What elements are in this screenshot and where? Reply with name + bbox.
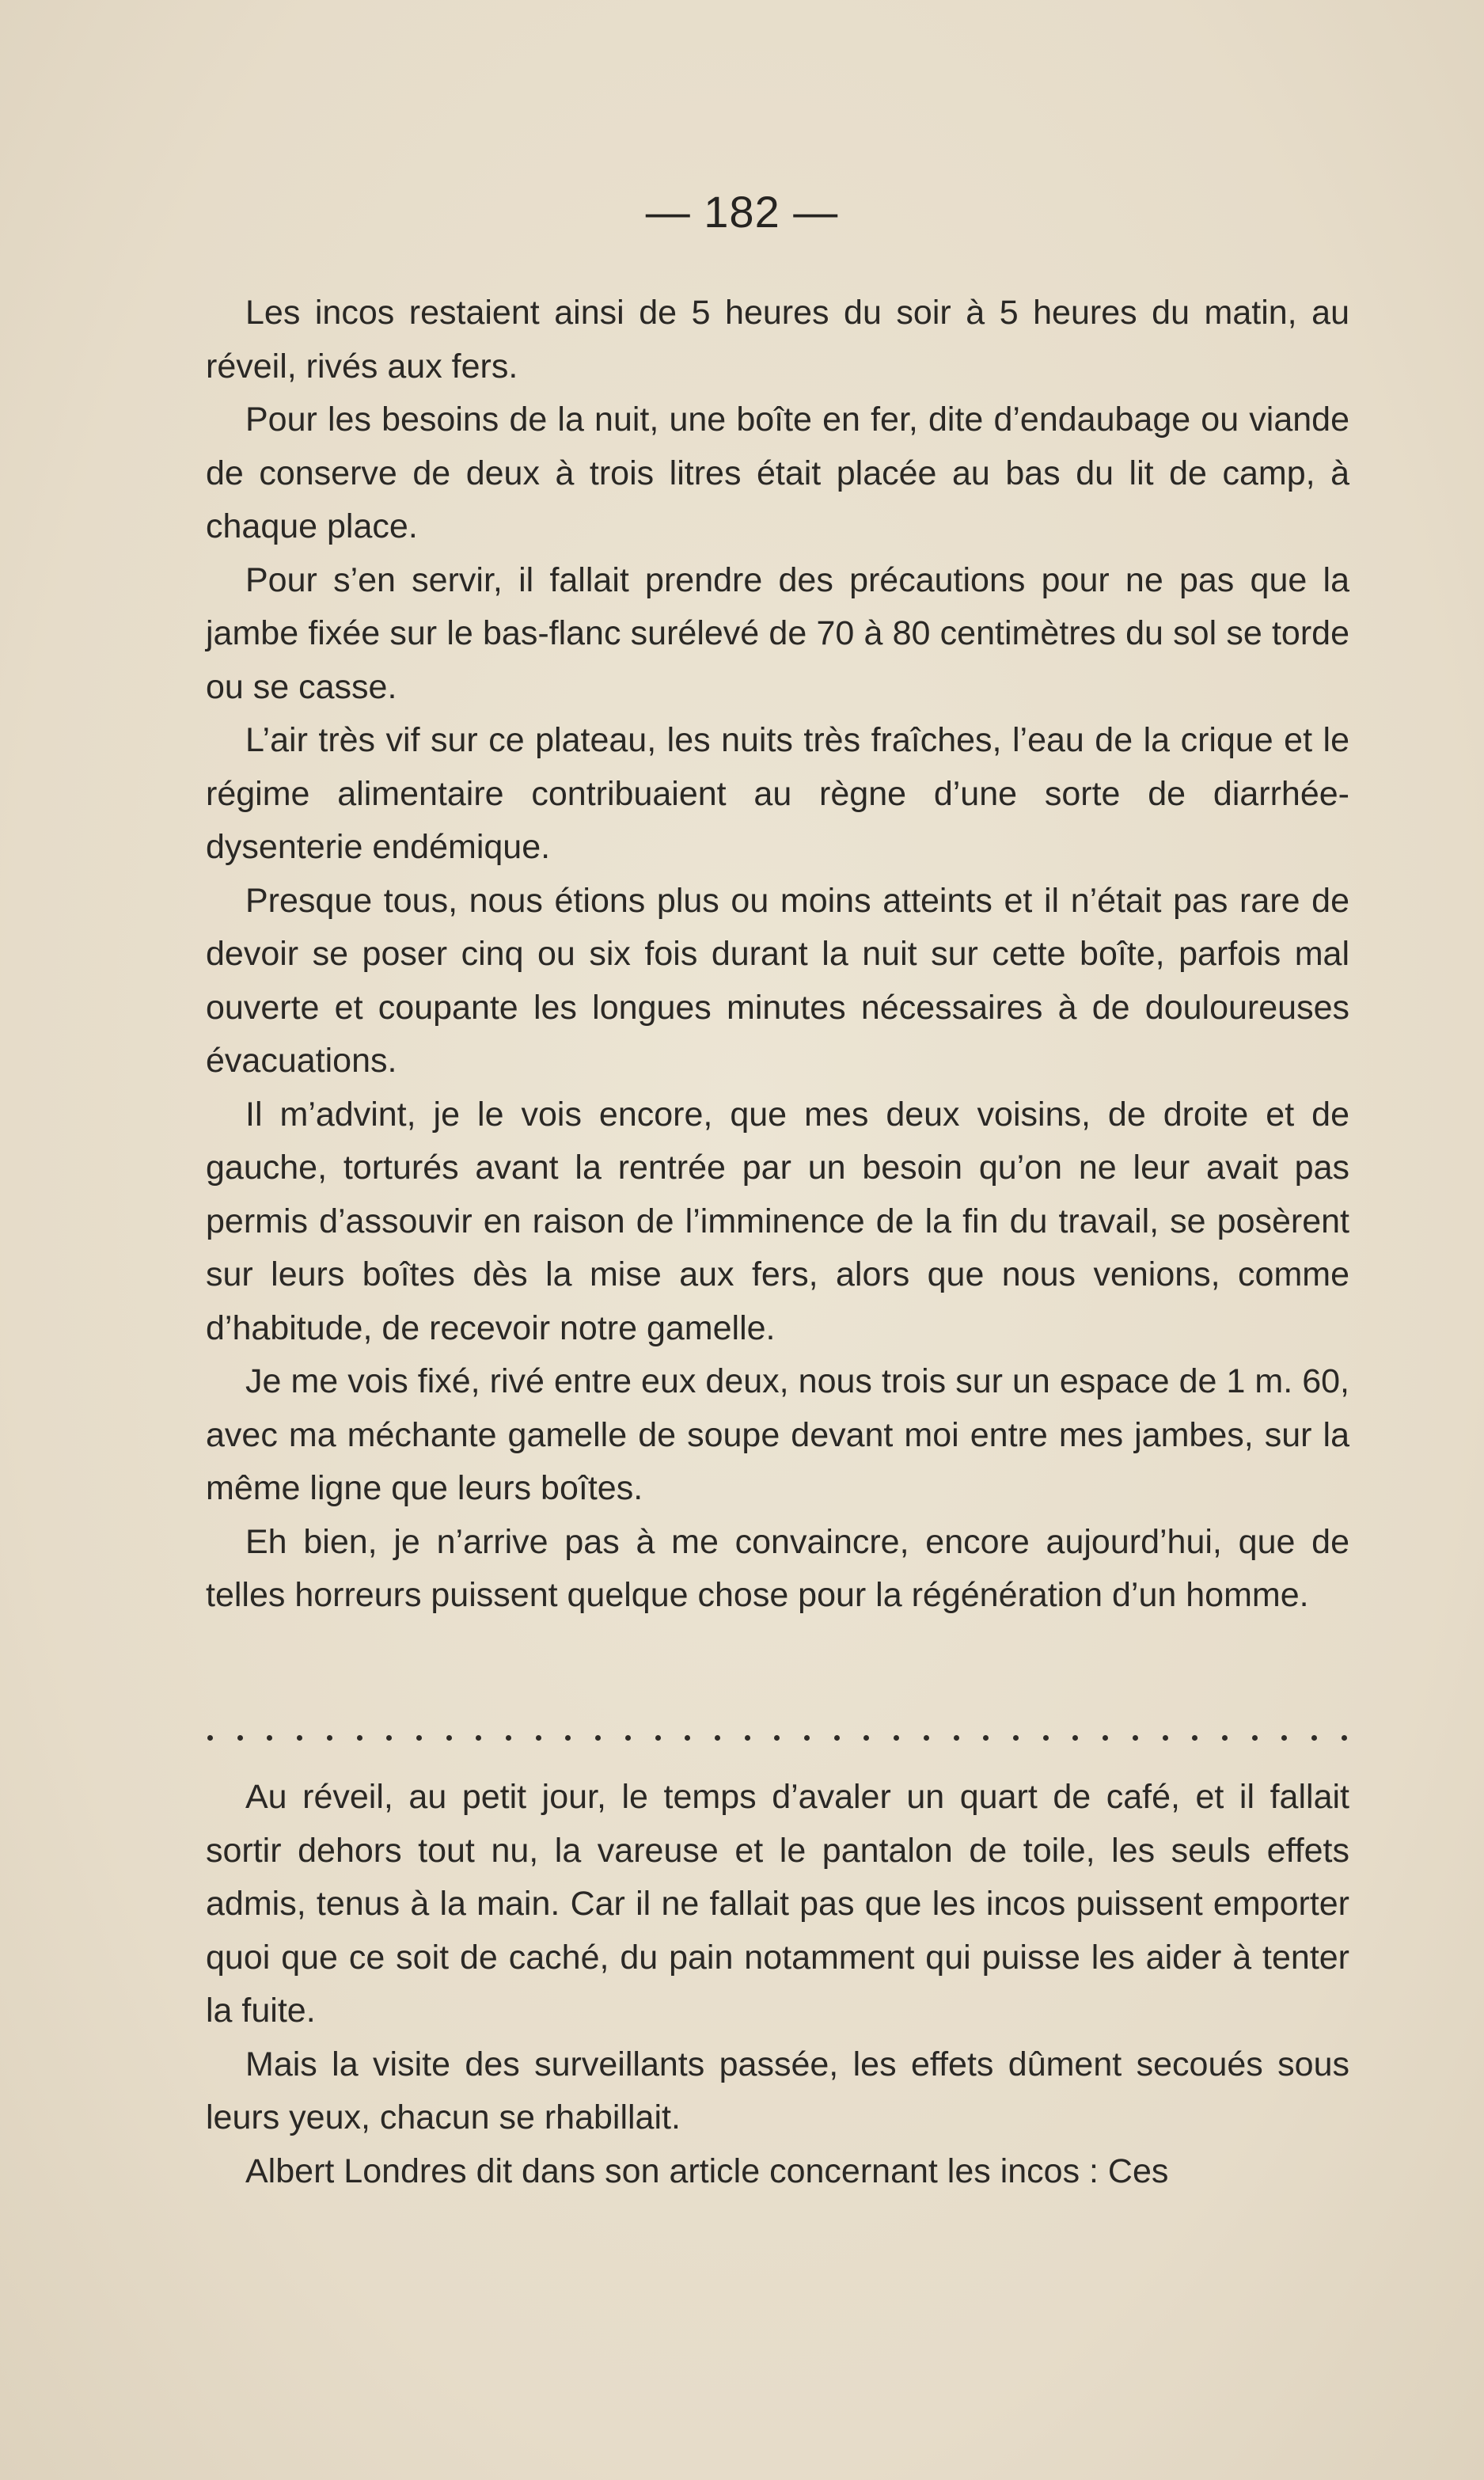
- paragraph: Presque tous, nous étions plus ou moins atteints et il n’était pas rare de devoir se poser cinq ou six fois durant la nuit sur cette boîte, parfois mal ouverte et coupante les longues minutes nécessaires à de douloureuses évacuations.: [206, 881, 1349, 1080]
- body-text-after-break: [206, 1771, 1349, 2198]
- paragraph: Je me vois fixé, rivé entre eux deux, nous trois sur un espace de 1 m. 60, avec ma méchante gamelle de soupe devant moi entre mes jambes, sur la même ligne que leurs boîtes.: [206, 1362, 1349, 1507]
- paragraph: Mais la visite des surveillants passée, les effets dûment secoués sous leurs yeux, chacun se rhabillait.: [206, 2045, 1349, 2136]
- paragraph: Les incos restaient ainsi de 5 heures du soir à 5 heures du matin, au réveil, rivés aux fers.: [206, 294, 1349, 385]
- paragraph: L’air très vif sur ce plateau, les nuits très fraîches, l’eau de la crique et le régime alimentaire contribuaient au règne d’une sorte de diarrhée-dysenterie endémique.: [206, 721, 1349, 866]
- section-break-dots: [207, 1722, 1347, 1753]
- paragraph: Albert Londres dit dans son article concernant les incos : Ces: [245, 2151, 1169, 2190]
- paragraph: Pour les besoins de la nuit, une boîte en fer, dite d’endaubage ou viande de conserve de deux à trois litres était placée au bas du lit de camp, à chaque place.: [206, 401, 1349, 545]
- paragraph: Il m’advint, je le vois encore, que mes deux voisins, de droite et de gauche, torturés avant la rentrée par un besoin qu’on ne leur avait pas permis d’assouvir en raison de l’imminence de la fin du travail, se posèrent sur leurs boîtes dès la mise aux fers, alors que nous venions, comme d’habitude, de recevoir notre gamelle.: [206, 1095, 1349, 1347]
- paragraph: Pour s’en servir, il fallait prendre des précautions pour ne pas que la jambe fixée sur le bas-flanc surélevé de 70 à 80 centimètres du sol se torde ou se casse.: [206, 560, 1349, 706]
- page-number: — 182 —: [645, 187, 839, 237]
- body-text-before-break: [206, 287, 1349, 1623]
- paragraph: Au réveil, au petit jour, le temps d’avaler un quart de café, et il fallait sortir dehors tout nu, la vareuse et le pantalon de toile, les seuls effets admis, tenus à la main. Car il ne fallait pas que les incos puissent emporter quoi que ce soit de caché, du pain notamment qui puisse les aider à tenter la fuite.: [206, 1778, 1349, 2030]
- paragraph: Eh bien, je n’arrive pas à me convaincre, encore aujourd’hui, que de telles horreurs puissent quelque chose pour la régénération d’un homme.: [206, 1522, 1349, 1614]
